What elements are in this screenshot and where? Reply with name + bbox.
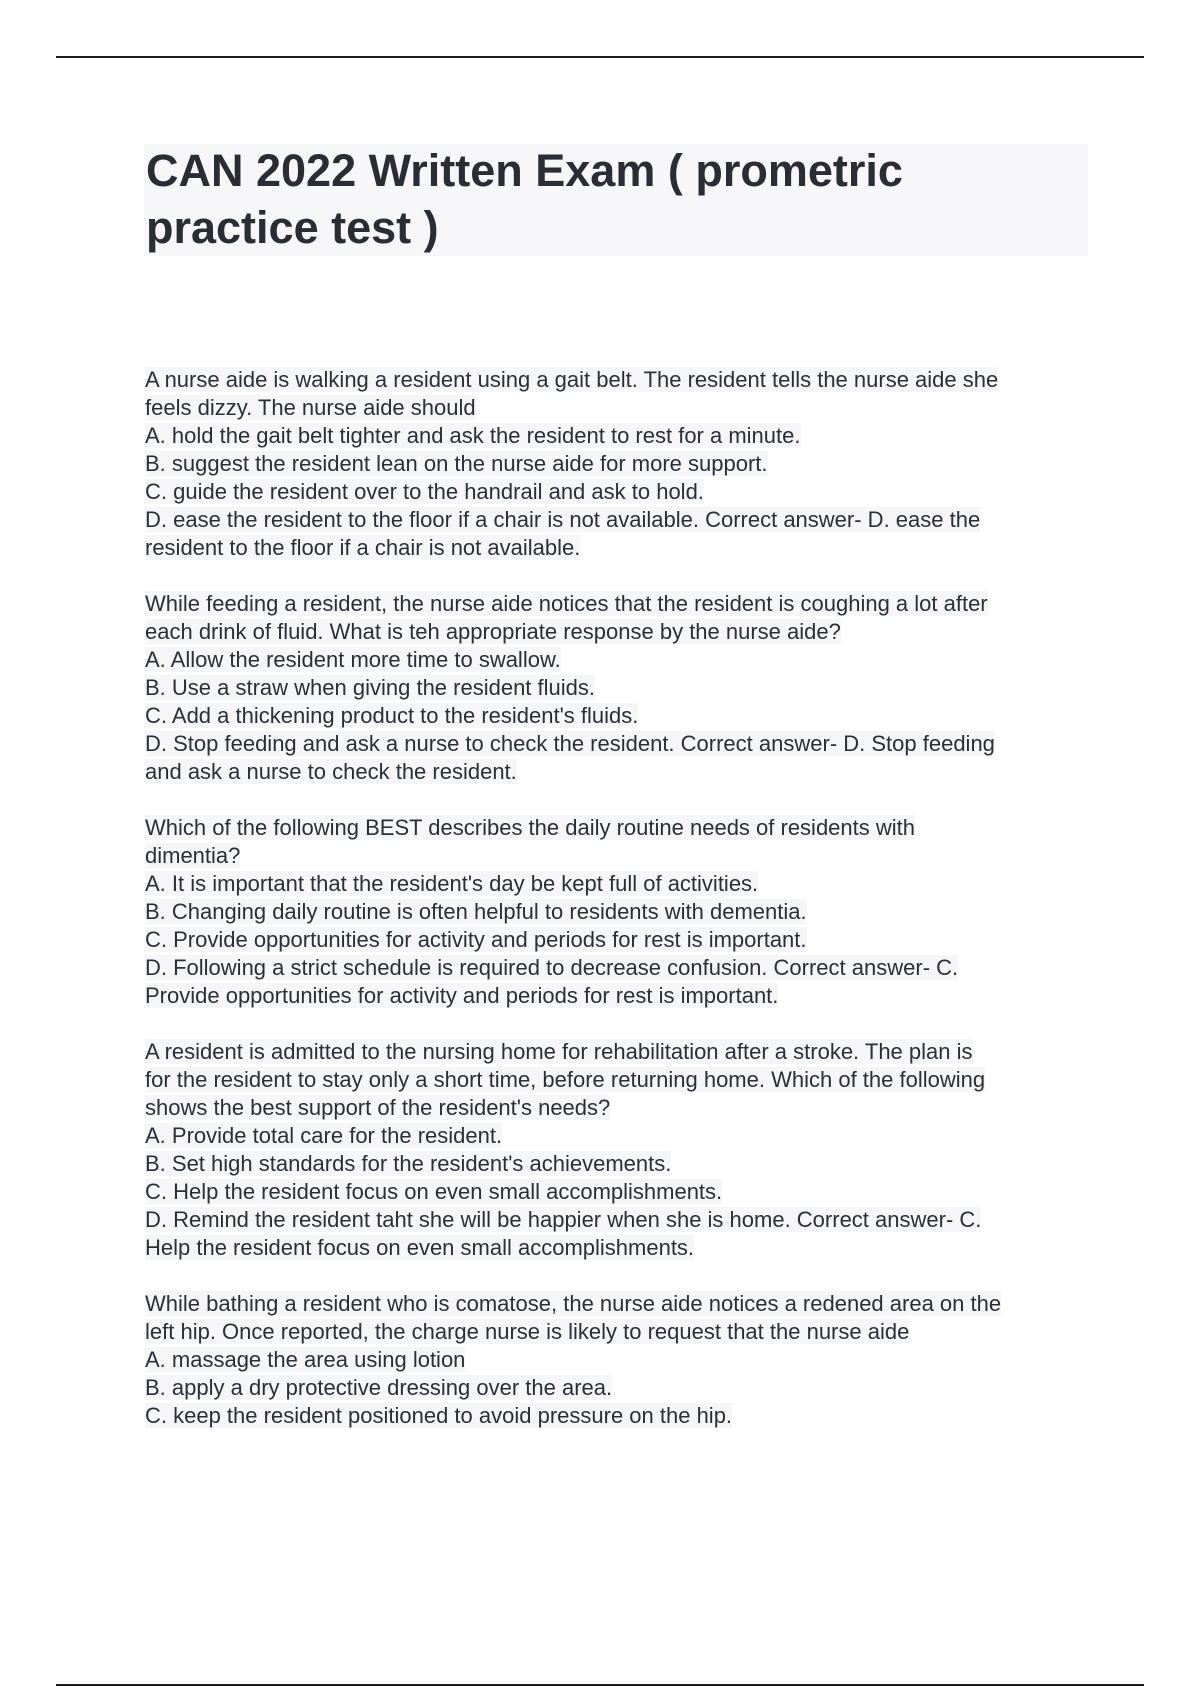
question-line (145, 758, 1095, 786)
line-text: A. It is important that the resident's day be kept full of activities. (145, 871, 759, 896)
line-text: A. massage the area using lotion (145, 1347, 466, 1372)
line-text: Help the resident focus on even small accomplishments. (145, 1235, 695, 1260)
question-block (145, 366, 1095, 562)
question-line (145, 1374, 1095, 1402)
question-line (145, 394, 1095, 422)
question-line (145, 702, 1095, 730)
question-line (145, 1402, 1095, 1430)
question-text-line (145, 590, 1095, 618)
question-block (145, 1290, 1095, 1430)
question-line (145, 926, 1095, 954)
question-line (145, 1150, 1095, 1178)
line-text: B. apply a dry protective dressing over the area. (145, 1375, 613, 1400)
question-block (145, 590, 1095, 786)
question-line (145, 422, 1095, 450)
question-block (145, 1038, 1095, 1262)
line-text: C. Provide opportunities for activity and periods for rest is important. (145, 927, 807, 952)
line-text: C. Help the resident focus on even small accomplishments. (145, 1179, 723, 1204)
line-text: A. Allow the resident more time to swallow. (145, 647, 561, 672)
line-text: C. keep the resident positioned to avoid pressure on the hip. (145, 1403, 733, 1428)
line-text: resident to the floor if a chair is not available. (145, 535, 581, 560)
line-text: While bathing a resident who is comatose, the nurse aide notices a redened area on the (145, 1291, 1002, 1316)
line-text: each drink of fluid. What is teh appropriate response by the nurse aide? (145, 619, 841, 644)
line-text: B. suggest the resident lean on the nurse aide for more support. (145, 451, 768, 476)
question-line (145, 1318, 1095, 1346)
question-line (145, 618, 1095, 646)
question-line (145, 534, 1095, 562)
question-line (145, 646, 1095, 674)
question-line (145, 1178, 1095, 1206)
question-text-line (145, 1290, 1095, 1318)
question-line (145, 1122, 1095, 1150)
line-text: shows the best support of the resident's needs? (145, 1095, 611, 1120)
line-text: left hip. Once reported, the charge nurse is likely to request that the nurse aide (145, 1319, 910, 1344)
question-line (145, 674, 1095, 702)
question-line (145, 842, 1095, 870)
line-text: A nurse aide is walking a resident using a gait belt. The resident tells the nurse aide she (145, 367, 999, 392)
question-line (145, 954, 1095, 982)
question-line (145, 870, 1095, 898)
question-block (145, 814, 1095, 1010)
line-text: dimentia? (145, 843, 241, 868)
title-line: practice test ) (146, 202, 439, 253)
question-line (145, 478, 1095, 506)
question-line (145, 1094, 1095, 1122)
line-text: A. hold the gait belt tighter and ask the resident to rest for a minute. (145, 423, 801, 448)
question-text-line (145, 1038, 1095, 1066)
line-text: B. Changing daily routine is often helpful to residents with dementia. (145, 899, 807, 924)
question-line (145, 506, 1095, 534)
line-text: D. Following a strict schedule is required to decrease confusion. Correct answer- C. (145, 955, 959, 980)
question-line (145, 898, 1095, 926)
question-text-line (145, 366, 1095, 394)
line-text: While feeding a resident, the nurse aide notices that the resident is coughing a lot after (145, 591, 988, 616)
question-line (145, 1234, 1095, 1262)
question-line (145, 982, 1095, 1010)
question-list (145, 366, 1095, 1458)
line-text: C. Add a thickening product to the resident's fluids. (145, 703, 639, 728)
title-line: CAN 2022 Written Exam ( prometric (146, 145, 903, 196)
line-text: D. Remind the resident taht she will be happier when she is home. Correct answer- C. (145, 1207, 982, 1232)
line-text: feels dizzy. The nurse aide should (145, 395, 476, 420)
line-text: B. Set high standards for the resident's achievements. (145, 1151, 672, 1176)
line-text: Provide opportunities for activity and periods for rest is important. (145, 983, 779, 1008)
document-title (146, 142, 1046, 256)
line-text: Which of the following BEST describes the daily routine needs of residents with (145, 815, 915, 840)
question-line (145, 730, 1095, 758)
question-line (145, 1066, 1095, 1094)
line-text: D. ease the resident to the floor if a chair is not available. Correct answer- D. ease the (145, 507, 981, 532)
line-text: D. Stop feeding and ask a nurse to check the resident. Correct answer- D. Stop feeding (145, 731, 995, 756)
question-line (145, 450, 1095, 478)
top-rule (56, 56, 1144, 58)
bottom-rule (56, 1684, 1144, 1686)
line-text: C. guide the resident over to the handrail and ask to hold. (145, 479, 704, 504)
line-text: and ask a nurse to check the resident. (145, 759, 517, 784)
question-line (145, 1206, 1095, 1234)
question-line (145, 1346, 1095, 1374)
line-text: A. Provide total care for the resident. (145, 1123, 503, 1148)
line-text: A resident is admitted to the nursing home for rehabilitation after a stroke. The plan is (145, 1039, 973, 1064)
line-text: for the resident to stay only a short time, before returning home. Which of the following (145, 1067, 986, 1092)
line-text: B. Use a straw when giving the resident fluids. (145, 675, 596, 700)
question-text-line (145, 814, 1095, 842)
